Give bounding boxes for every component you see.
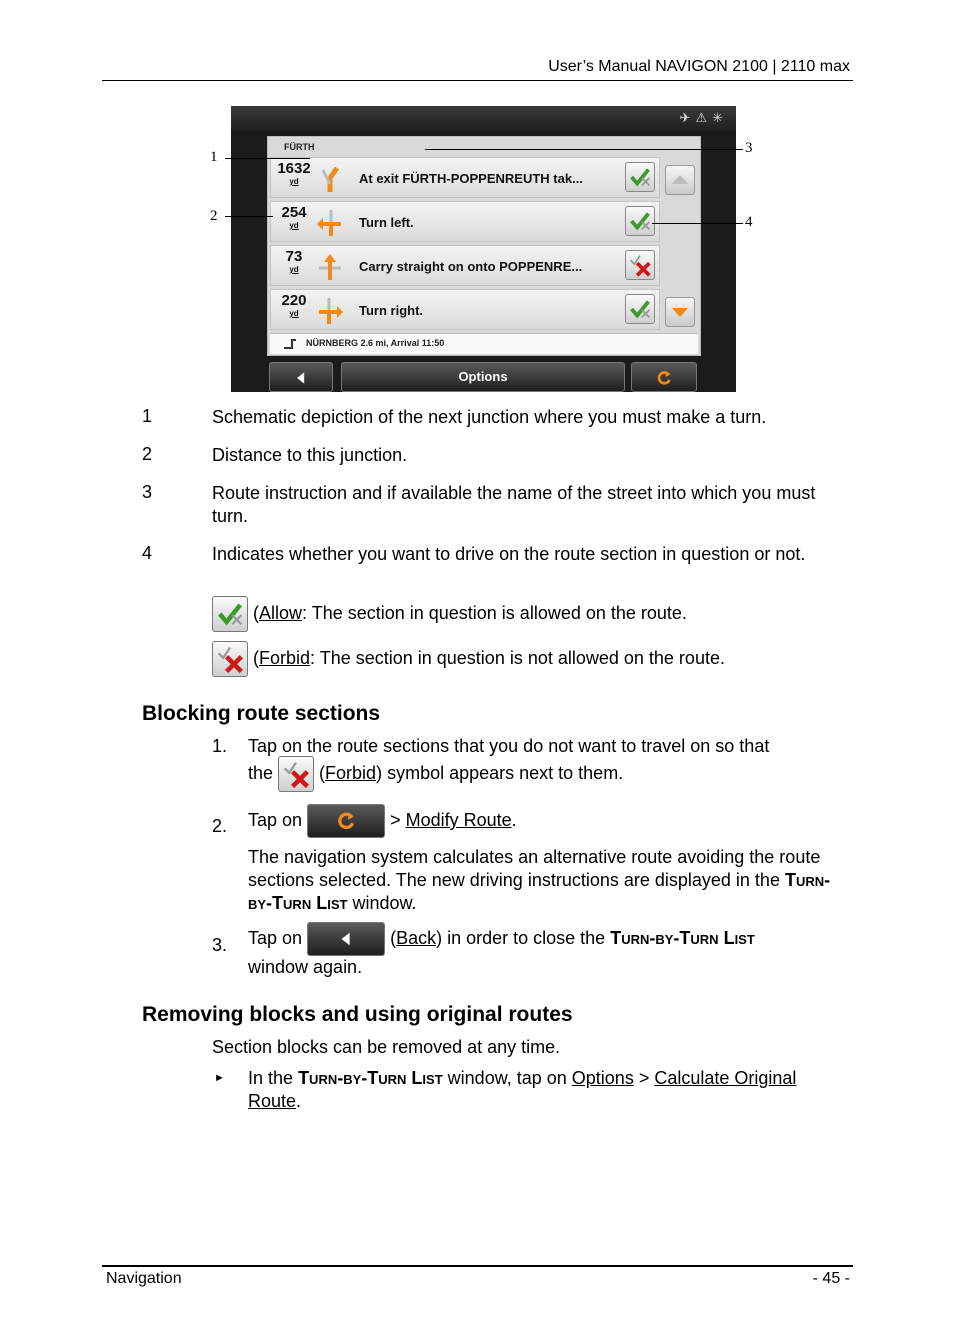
options-button[interactable]: Options: [341, 362, 625, 392]
step-1-cont: the (Forbid) symbol appears next to them.: [248, 756, 623, 792]
forbid-icon: [212, 641, 248, 677]
allow-button[interactable]: [625, 294, 655, 324]
turn-right-icon: [315, 296, 345, 326]
forbid-icon: [278, 756, 314, 792]
distance: 1632 yd: [277, 160, 311, 186]
legend-text: Route instruction and if available the name of the street into which you must turn.: [212, 483, 816, 526]
legend-number: 4: [142, 543, 153, 563]
scroll-down-button[interactable]: [665, 297, 695, 327]
running-header: User’s Manual NAVIGON 2100 | 2110 max: [548, 58, 850, 75]
callout-4: 4: [745, 214, 753, 230]
refresh-button[interactable]: [631, 362, 697, 392]
allow-icon: [626, 207, 654, 235]
refresh-button-icon: [307, 804, 385, 838]
turn-row[interactable]: [270, 289, 660, 330]
turn-left-icon: [315, 208, 345, 238]
forbid-term: Forbid: [259, 647, 311, 668]
section-heading: Removing blocks and using original routes: [142, 1003, 573, 1026]
instruction-text: Turn left.: [359, 215, 414, 230]
step-number: 1.: [212, 736, 228, 756]
allow-button[interactable]: [625, 206, 655, 236]
allow-legend: (Allow: The section in question is allowed on the route.: [212, 596, 687, 632]
chevron-up-icon: [666, 166, 694, 194]
forbid-legend: (Forbid: The section in question is not allowed on the route.: [212, 641, 725, 677]
exit-arrow-icon: [315, 164, 345, 194]
turn-row[interactable]: [270, 201, 660, 242]
straight-arrow-icon: [315, 252, 345, 282]
turn-row[interactable]: [270, 157, 660, 198]
back-button[interactable]: [269, 362, 333, 392]
allow-term: Allow: [259, 602, 303, 623]
footer-section: Navigation: [106, 1270, 182, 1287]
turn-row[interactable]: [270, 245, 660, 286]
legend-number: 2: [142, 444, 153, 464]
back-arrow-icon: [293, 370, 309, 386]
turn-list-panel: [267, 136, 701, 356]
status-icons: ✈⚠✳: [679, 110, 728, 125]
allow-icon: [212, 596, 248, 632]
step-number: 2.: [212, 816, 228, 836]
bullet-text: In the Turn-by-Turn List window, tap on Options > Calculate Original Route.: [248, 1068, 797, 1111]
instruction-text: Carry straight on onto POPPENRE...: [359, 259, 583, 274]
callout-line: [652, 223, 743, 224]
distance: 254 yd: [281, 204, 307, 230]
calculate-original-route-link: Calculate Original Route: [248, 1068, 797, 1111]
device-status-bar: [231, 106, 736, 132]
instruction-text: At exit FÜRTH-POPPENREUTH tak...: [359, 171, 583, 186]
allow-icon: [626, 163, 654, 191]
allow-button[interactable]: [625, 162, 655, 192]
step-3-text: Tap on (Back) in order to close the Turn-by-Turn List window again.: [248, 922, 848, 979]
legend-text: Distance to this junction.: [212, 445, 408, 465]
page-number: - 45 -: [812, 1270, 850, 1287]
callout-3: 3: [745, 140, 753, 156]
forbid-button[interactable]: [625, 250, 655, 280]
legend-text: Indicates whether you want to drive on the route section in question or not.: [212, 544, 806, 564]
modify-route-link: Modify Route: [405, 809, 512, 830]
route-icon: [282, 338, 298, 350]
allow-icon: [626, 295, 654, 323]
instruction-text: Turn right.: [359, 303, 424, 318]
callout-line: [225, 216, 273, 217]
city-label: FÜRTH: [284, 142, 315, 152]
section-heading: Blocking route sections: [142, 702, 381, 725]
forbid-icon: [626, 251, 654, 279]
options-link: Options: [571, 1068, 634, 1088]
section-intro: Section blocks can be removed at any time.: [212, 1037, 561, 1057]
callout-line: [425, 149, 743, 150]
refresh-icon: [655, 369, 673, 387]
distance: 220 yd: [281, 292, 307, 318]
callout-line: [225, 158, 310, 159]
legend-number: 3: [142, 482, 153, 502]
header-rule: [102, 80, 853, 81]
bullet-icon: ►: [214, 1072, 225, 1084]
step-number: 3.: [212, 935, 228, 955]
callout-1: 1: [210, 149, 218, 165]
distance: 73 yd: [285, 248, 303, 274]
step-1-text: Tap on the route sections that you do not want to travel on so that: [248, 736, 770, 756]
back-button-icon: [307, 922, 385, 956]
scroll-up-button[interactable]: [665, 165, 695, 195]
legend-text: Schematic depiction of the next junction where you must make a turn.: [212, 407, 767, 427]
callout-2: 2: [210, 208, 218, 224]
step-2-body: The navigation system calculates an alternative route avoiding the route sections selected. The new driving instructions are displayed in the Turn-by-Turn List window.: [248, 847, 831, 913]
footer-rule: [102, 1265, 853, 1267]
step-2-text: Tap on > Modify Route.: [248, 804, 517, 838]
destination-info-bar: NÜRNBERG 2.6 mi, Arrival 11:50: [270, 333, 698, 354]
chevron-down-icon: [666, 298, 694, 326]
legend-number: 1: [142, 406, 153, 426]
